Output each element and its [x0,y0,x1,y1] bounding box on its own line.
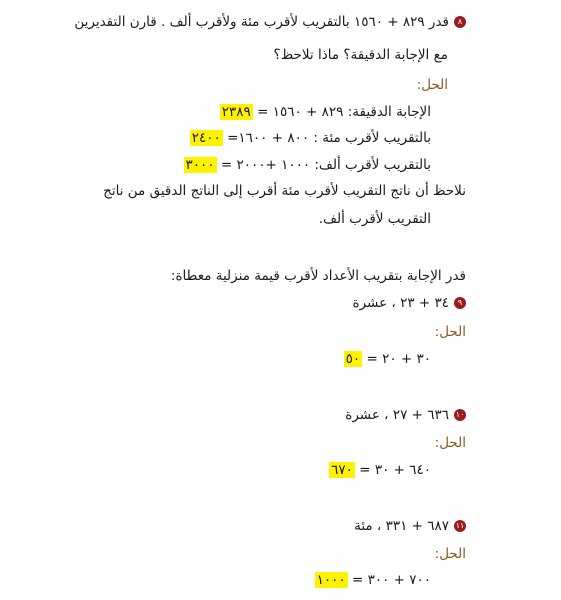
problem-8-text: قدر ٨٢٩ + ١٥٦٠ بالتقريب لأقرب مئة ولأقرب ألف . قارن التقديرين [74,14,449,30]
problem-8-hundred-text: بالتقريب لأقرب مئة : ٨٠٠ + ١٦٠٠= [222,130,431,146]
problem-8-statement-line2: مع الإجابة الدقيقة؟ ماذا تلاحظ؟ [273,47,448,63]
problem-11-number-badge: ١١ [455,521,465,530]
problem-10-result: ٦٧٠ [331,462,353,478]
problem-9-work-text: ٣٠ + ٢٠ = [362,351,431,367]
problem-8-note-line2: التقريب لأقرب ألف. [318,211,431,227]
problem-10-work-line [329,460,431,480]
problem-9-statement [353,293,467,313]
problem-9-work-line [344,349,431,369]
problem-10-number-badge: ١٠ [455,410,465,419]
problem-11-statement [354,516,466,536]
problem-8-note-line1: نلاحظ أن ناتج التقريب لأقرب مئة أقرب إلى الناتج الدقيق من ناتج [103,183,466,199]
problem-8-number-badge: ٨ [454,16,466,28]
problem-9-number-badge: ٩ [454,297,466,309]
problem-8-solution-label: الحل: [416,77,448,93]
problem-8-exact-line [220,102,431,122]
problem-8-thousand-text: بالتقريب لأقرب ألف: ١٠٠٠ +٢٠٠٠ = [216,157,431,173]
problem-9-text: ٣٤ + ٢٣ ، عشرة [352,295,449,311]
problem-8-hundred-line [190,128,431,148]
problem-11-work-text: ٧٠٠ + ٣٠٠ = [347,572,431,588]
problem-8-exact-text: الإجابة الدقيقة: ٨٢٩ + ١٥٦٠ = [252,104,431,120]
problem-8-statement-line1 [74,12,466,32]
problem-11-result: ١٠٠٠ [316,572,346,588]
problem-10-statement [345,405,466,425]
section-instruction: قدر الإجابة بتقريب الأعداد لأقرب قيمة منزلية معطاة: [170,268,466,284]
problem-8-exact-result: ٢٣٨٩ [221,104,251,120]
problem-10-text: ٦٣٦ + ٢٧ ، عشرة [345,407,449,423]
problem-10-solution-label: الحل: [434,435,466,451]
problem-8-hundred-result: ٢٤٠٠ [191,130,221,146]
problem-8-thousand-line [184,155,431,175]
problem-9-result: ٥٠ [345,351,361,367]
problem-8-thousand-result: ٣٠٠٠ [185,157,215,173]
problem-10-work-text: ٦٤٠ + ٣٠ = [354,462,431,478]
problem-9-solution-label: الحل: [434,324,466,340]
problem-11-solution-label: الحل: [434,546,466,562]
problem-11-work-line [315,570,431,590]
problem-11-text: ٦٨٧ + ٣٣١ ، مئة [354,518,449,534]
